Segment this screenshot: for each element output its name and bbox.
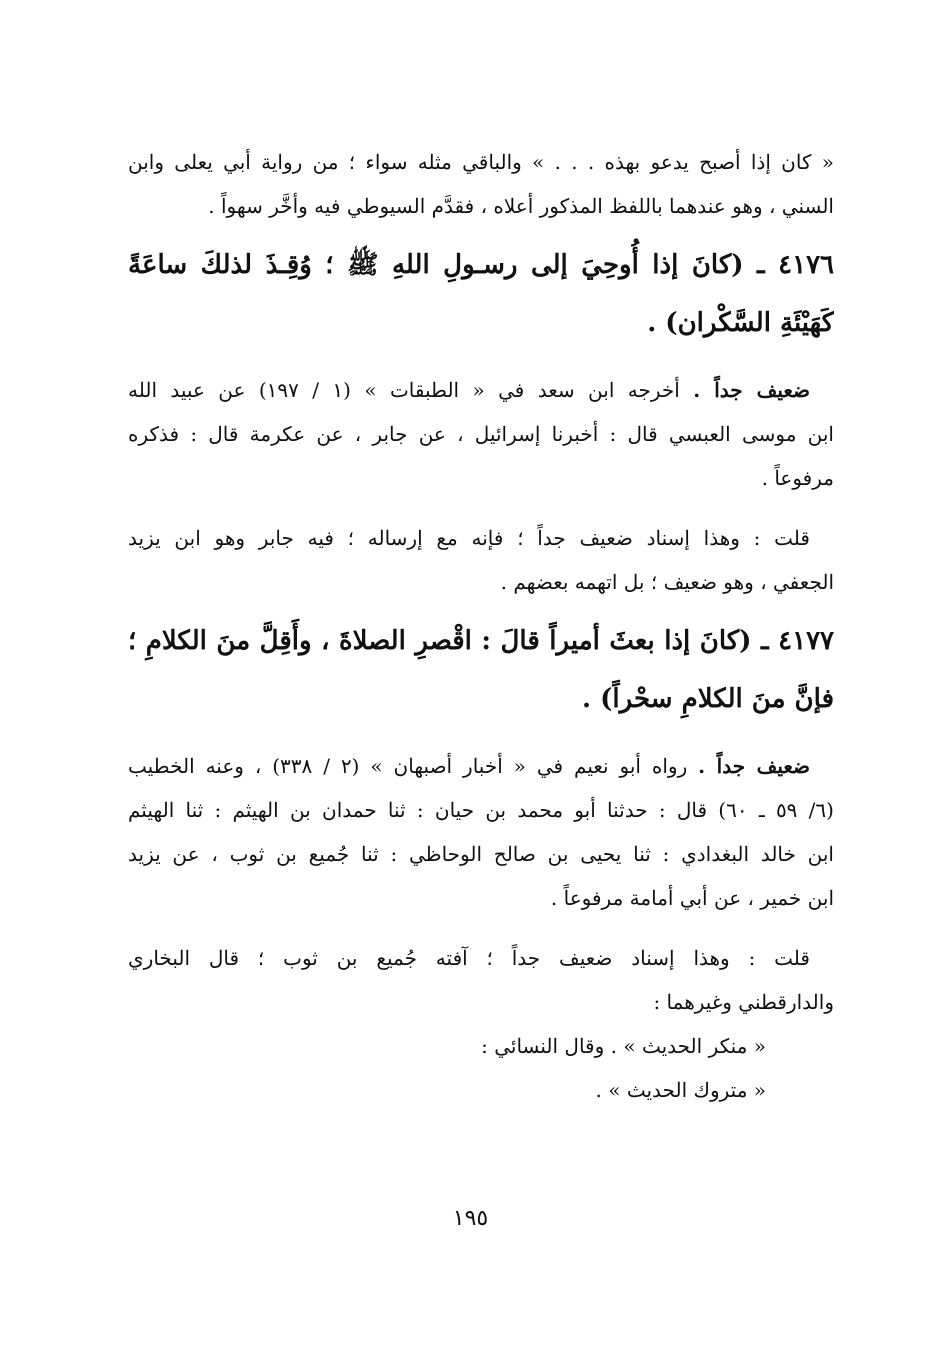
takhrij-4176 bbox=[128, 368, 834, 500]
text-line: (٦/ ٥٩ ـ ٦٠) قال : حدثنا أبو محمد بن حيان : ثنا حمدان بن الهيثم : ثنا الهيثم bbox=[128, 798, 834, 822]
grade-label: ضعيف جداً . bbox=[698, 754, 810, 778]
hadith-4176 bbox=[128, 236, 834, 352]
comment-4176 bbox=[128, 516, 834, 604]
intro-paragraph bbox=[128, 140, 834, 228]
text-line: الجعفي ، وهو ضعيف ؛ بل اتهمه بعضهم . bbox=[500, 570, 834, 594]
comment-4177 bbox=[128, 936, 834, 1112]
page-body bbox=[128, 140, 834, 1112]
takhrij-4177 bbox=[128, 744, 834, 920]
text-line: ابن خالد البغدادي : ثنا يحيى بن صالح الوحاظي : ثنا جُميع بن ثوب ، عن يزيد bbox=[128, 842, 834, 866]
hadith-line: كَهَيْئَةِ السَّكْران) . bbox=[647, 308, 834, 338]
grade-label: ضعيف جداً . bbox=[693, 378, 810, 402]
text-line: « كان إذا أصبح يدعو بهذه . . . » والباقي مثله سواء ؛ من رواية أبي يعلى وابن bbox=[128, 150, 834, 174]
text-line: ابن خمير ، عن أبي أمامة مرفوعاً . bbox=[550, 886, 834, 910]
text-line bbox=[128, 744, 834, 788]
page-number: ١٩٥ bbox=[452, 1206, 489, 1231]
text-line: قلت : وهذا إسناد ضعيف جداً ؛ فإنه مع إرساله ؛ فيه جابر وهو ابن يزيد bbox=[128, 526, 810, 550]
quote-line: « متروك الحديث » . bbox=[595, 1078, 766, 1102]
hadith-4177 bbox=[128, 612, 834, 728]
text-line bbox=[128, 368, 834, 412]
quote-line: « منكر الحديث » . وقال النسائي : bbox=[481, 1034, 766, 1058]
text-line: ابن موسى العبسي قال : أخبرنا إسرائيل ، عن جابر ، عن عكرمة قال : فذكره bbox=[128, 422, 834, 446]
hadith-line: فإنَّ منَ الكلامِ سحْراً) . bbox=[582, 684, 834, 714]
text-line: مرفوعاً . bbox=[761, 466, 834, 490]
hadith-line: ٤١٧٧ ـ (كانَ إذا بعثَ أميراً قالَ : اقْصرِ الصلاةَ ، وأَقِلَّ منَ الكلامِ ؛ bbox=[128, 626, 834, 656]
text-line: والدارقطني وغيرهما : bbox=[653, 990, 834, 1014]
text-line: قلت : وهذا إسناد ضعيف جداً ؛ آفته جُميع بن ثوب ؛ قال البخاري bbox=[128, 946, 810, 970]
text-line-rest: أخرجه ابن سعد في « الطبقات » (١ / ١٩٧) عن عبيد الله bbox=[128, 378, 694, 402]
text-line-rest: رواه أبو نعيم في « أخبار أصبهان » (٢ / ٣٣٨) ، وعنه الخطيب bbox=[128, 754, 699, 778]
text-line: السني ، وهو عندهما باللفظ المذكور أعلاه ، فقدَّم السيوطي فيه وأخَّر سهواً . bbox=[208, 194, 834, 218]
hadith-line: ٤١٧٦ ـ (كانَ إذا أُوحِيَ إلى رسـولِ اللهِ ﷺ ؛ وُقِـذَ لذلكَ ساعَةً bbox=[128, 250, 834, 280]
